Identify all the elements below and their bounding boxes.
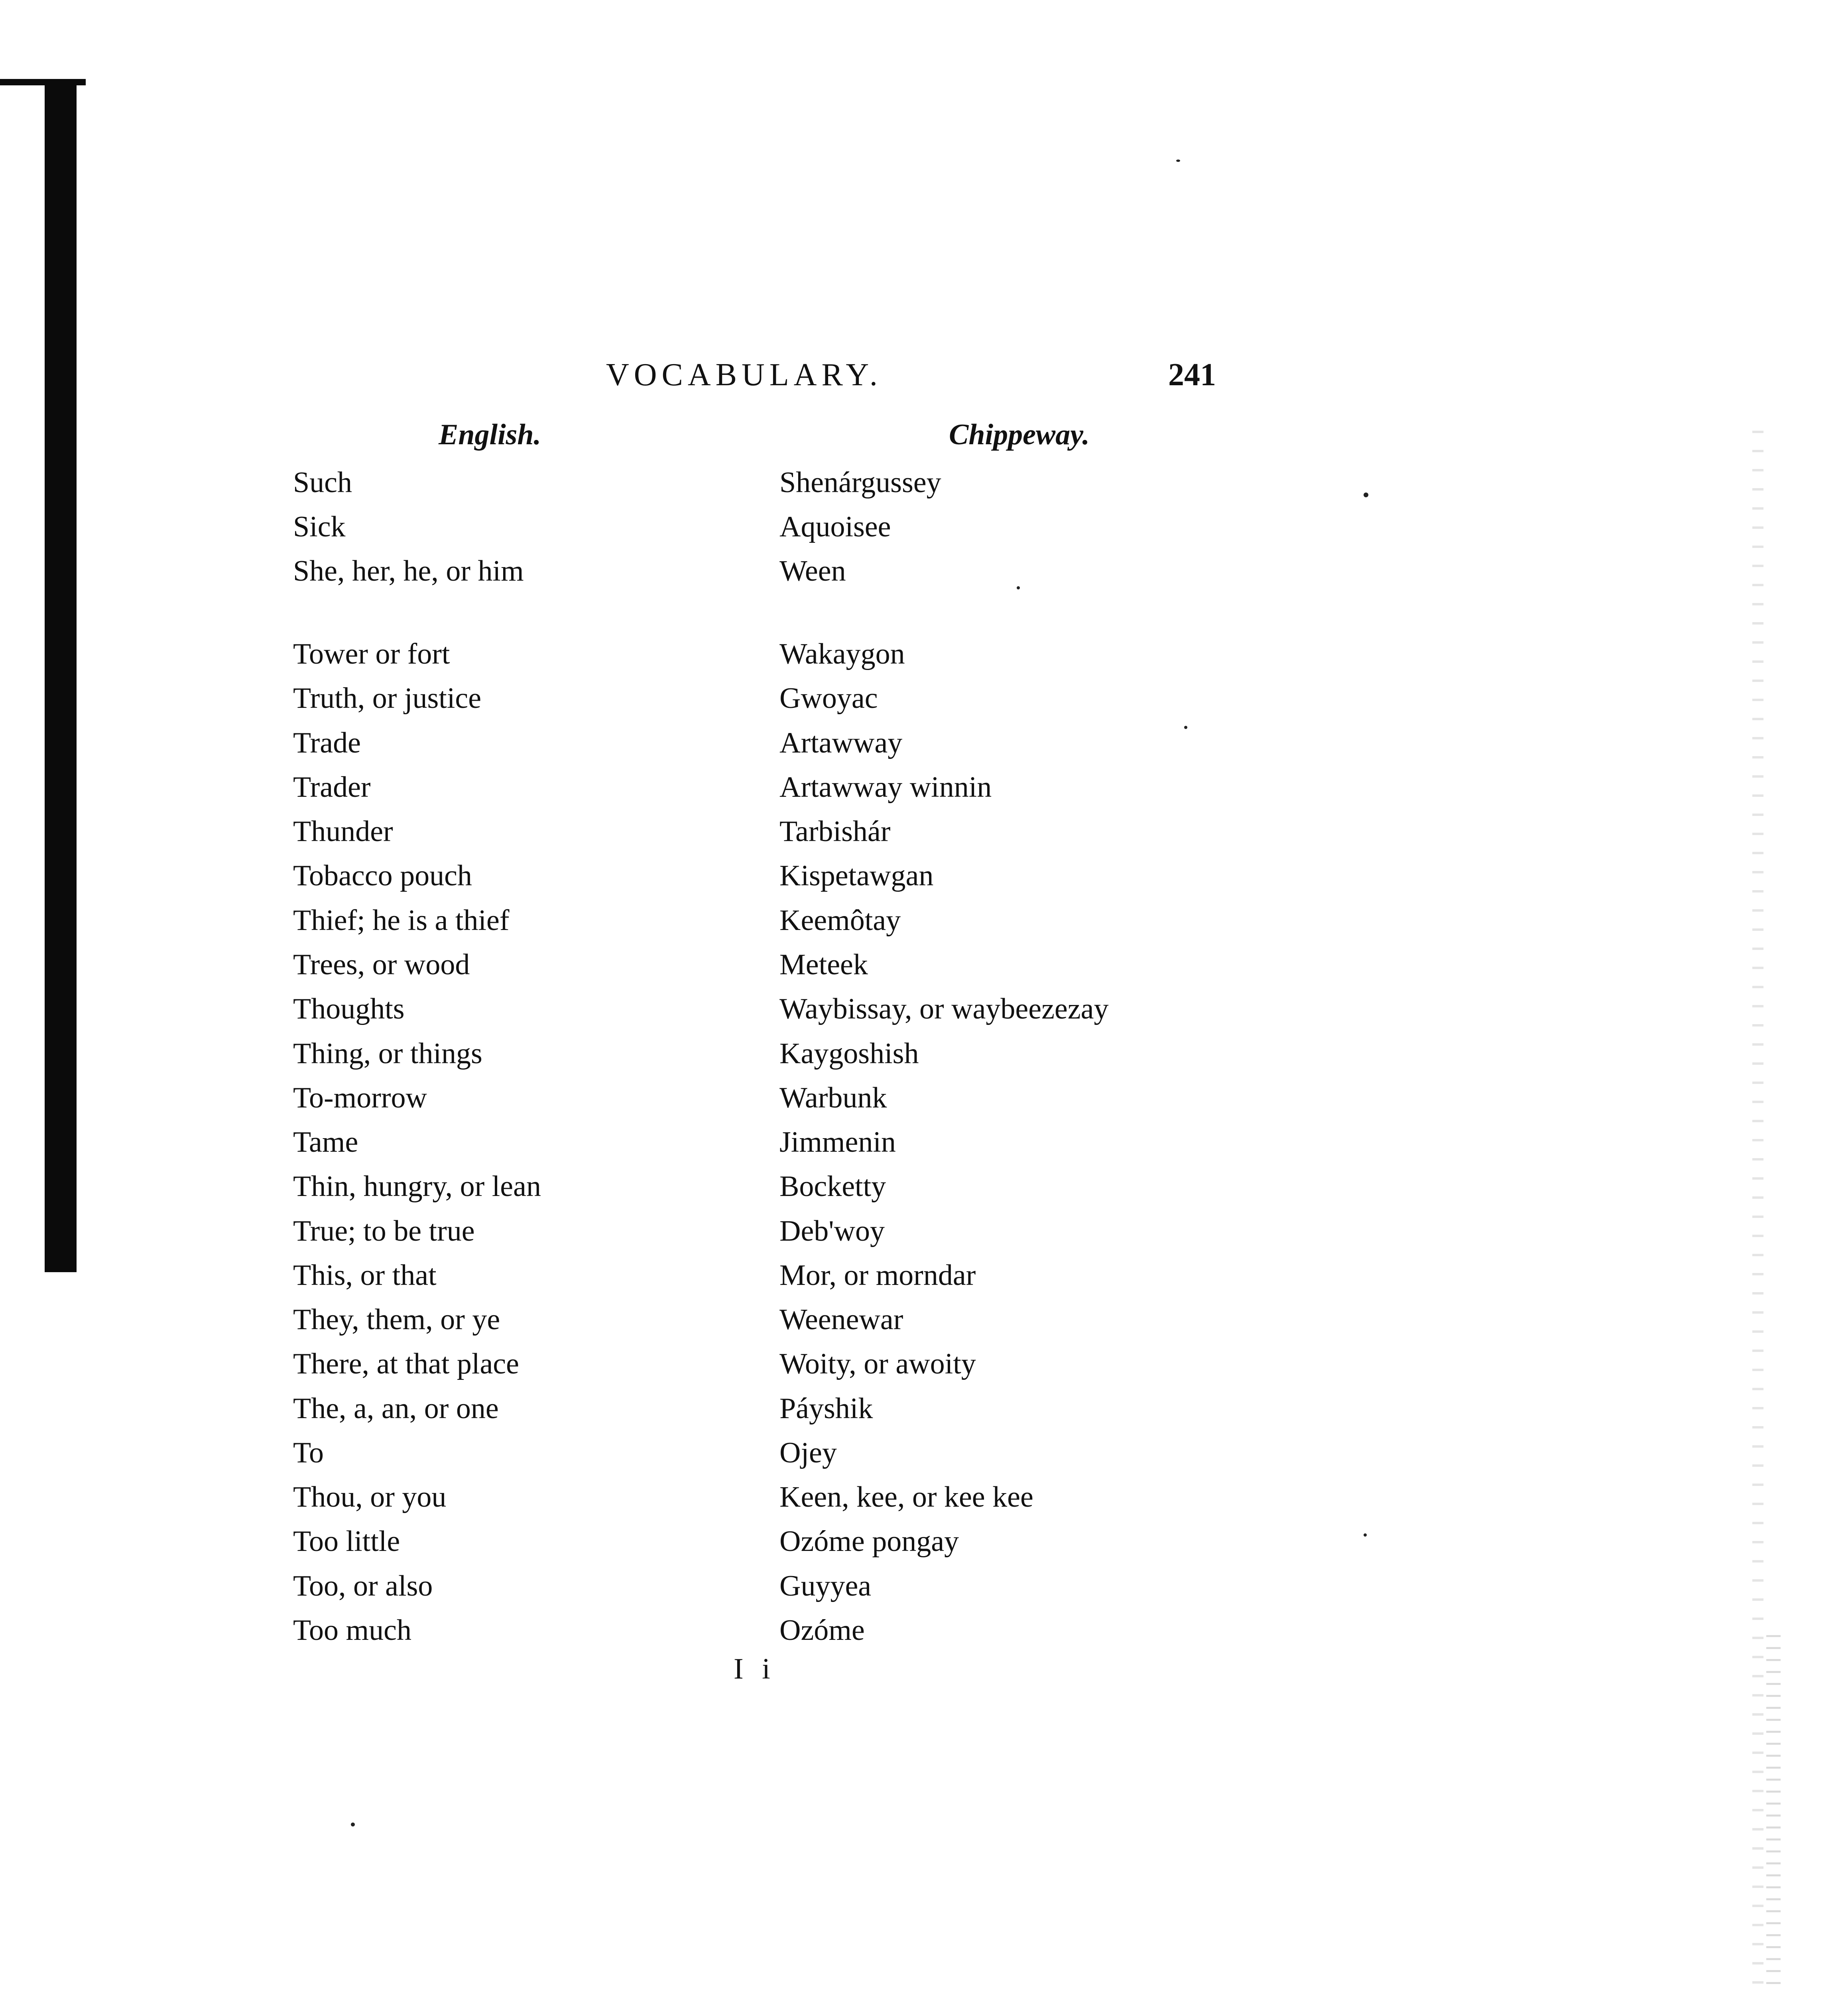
english-word: Too much bbox=[293, 1614, 411, 1647]
english-word: Thin, hungry, or lean bbox=[293, 1170, 541, 1203]
vocabulary-entry bbox=[0, 1344, 1848, 1384]
chippeway-word: Keen, kee, or kee kee bbox=[779, 1481, 1033, 1513]
scan-speck bbox=[1364, 493, 1368, 497]
chippeway-word: Guyyea bbox=[779, 1570, 872, 1602]
chippeway-word: Warbunk bbox=[779, 1082, 887, 1114]
english-word: To-morrow bbox=[293, 1082, 427, 1114]
vocabulary-entry bbox=[0, 463, 1848, 502]
vocabulary-entry bbox=[0, 1255, 1848, 1295]
chippeway-word: Ozóme pongay bbox=[779, 1525, 959, 1558]
chippeway-word: Tarbishár bbox=[779, 815, 891, 848]
chippeway-word: Waybissay, or waybeezezay bbox=[779, 993, 1109, 1025]
english-word: Too, or also bbox=[293, 1570, 433, 1602]
chippeway-word: Deb'woy bbox=[779, 1215, 885, 1247]
english-word: Trees, or wood bbox=[293, 948, 470, 981]
english-word: Sick bbox=[293, 510, 346, 543]
english-word: Tower or fort bbox=[293, 638, 450, 670]
english-word: There, at that place bbox=[293, 1348, 519, 1380]
chippeway-word: Mor, or morndar bbox=[779, 1259, 976, 1292]
vocabulary-entry bbox=[0, 1122, 1848, 1162]
column-heading-chippeway: Chippeway. bbox=[949, 418, 1090, 451]
chippeway-word: Weenewar bbox=[779, 1303, 903, 1336]
chippeway-word: Artawway winnin bbox=[779, 771, 992, 804]
vocabulary-entry bbox=[0, 634, 1848, 674]
english-word: Such bbox=[293, 466, 352, 499]
vocabulary-entry bbox=[0, 1300, 1848, 1340]
scan-speck bbox=[1364, 1533, 1367, 1537]
chippeway-word: Artawway bbox=[779, 727, 903, 759]
chippeway-word: Jimmenin bbox=[779, 1126, 896, 1159]
english-word: Tame bbox=[293, 1126, 358, 1159]
vocabulary-entry bbox=[0, 900, 1848, 940]
page-edge-speckle-lower bbox=[1766, 1635, 1781, 1994]
chippeway-word: Aquoisee bbox=[779, 510, 891, 543]
chippeway-word: Kispetawgan bbox=[779, 859, 934, 892]
english-word: Thing, or things bbox=[293, 1037, 482, 1070]
english-word: Tobacco pouch bbox=[293, 859, 472, 892]
vocabulary-entry bbox=[0, 1166, 1848, 1206]
english-word: Thief; he is a thief bbox=[293, 904, 510, 937]
english-word: This, or that bbox=[293, 1259, 437, 1292]
english-word: Too little bbox=[293, 1525, 400, 1558]
vocabulary-entry bbox=[0, 812, 1848, 851]
vocabulary-entry bbox=[0, 551, 1848, 591]
chippeway-word: Gwoyac bbox=[779, 682, 878, 715]
vocabulary-entry bbox=[0, 1521, 1848, 1561]
vocabulary-entry bbox=[0, 945, 1848, 985]
chippeway-word: Shenárgussey bbox=[779, 466, 941, 499]
scan-speck bbox=[1017, 586, 1020, 589]
vocabulary-entry bbox=[0, 856, 1848, 896]
english-word: Thoughts bbox=[293, 993, 405, 1025]
column-heading-english: English. bbox=[439, 418, 541, 451]
chippeway-word: Ozóme bbox=[779, 1614, 865, 1647]
vocabulary-entry bbox=[0, 678, 1848, 718]
english-word: Trader bbox=[293, 771, 371, 804]
vocabulary-entry bbox=[0, 1610, 1848, 1650]
english-word: They, them, or ye bbox=[293, 1303, 500, 1336]
vocabulary-entry bbox=[0, 1433, 1848, 1473]
vocabulary-entry bbox=[0, 507, 1848, 547]
scan-speck bbox=[1184, 726, 1187, 729]
page-number: 241 bbox=[1168, 357, 1216, 392]
vocabulary-entry bbox=[0, 1034, 1848, 1074]
english-word: True; to be true bbox=[293, 1215, 475, 1247]
chippeway-word: Ween bbox=[779, 555, 846, 587]
running-head: VOCABULARY. bbox=[606, 357, 882, 392]
english-word: Thunder bbox=[293, 815, 393, 848]
chippeway-word: Ojey bbox=[779, 1436, 837, 1469]
vocabulary-entry bbox=[0, 1211, 1848, 1251]
english-word: The, a, an, or one bbox=[293, 1392, 499, 1425]
chippeway-word: Kaygoshish bbox=[779, 1037, 919, 1070]
chippeway-word: Bocketty bbox=[779, 1170, 886, 1203]
vocabulary-entry bbox=[0, 767, 1848, 807]
vocabulary-entry bbox=[0, 723, 1848, 763]
english-word: Thou, or you bbox=[293, 1481, 447, 1513]
chippeway-word: Páyshik bbox=[779, 1392, 873, 1425]
vocabulary-entry bbox=[0, 989, 1848, 1029]
vocabulary-entry bbox=[0, 1389, 1848, 1429]
chippeway-word: Keemôtay bbox=[779, 904, 901, 937]
english-word: Truth, or justice bbox=[293, 682, 482, 715]
chippeway-word: Woity, or awoity bbox=[779, 1348, 976, 1380]
english-word: She, her, he, or him bbox=[293, 555, 524, 587]
english-word: Trade bbox=[293, 727, 361, 759]
scan-speck bbox=[1176, 160, 1180, 162]
signature-mark: I i bbox=[734, 1653, 776, 1685]
chippeway-word: Wakaygon bbox=[779, 638, 905, 670]
vocabulary-entry bbox=[0, 1477, 1848, 1517]
chippeway-word: Meteek bbox=[779, 948, 868, 981]
scan-speck bbox=[351, 1823, 355, 1827]
vocabulary-entry bbox=[0, 1078, 1848, 1118]
english-word: To bbox=[293, 1436, 324, 1469]
vocabulary-entry bbox=[0, 1566, 1848, 1606]
